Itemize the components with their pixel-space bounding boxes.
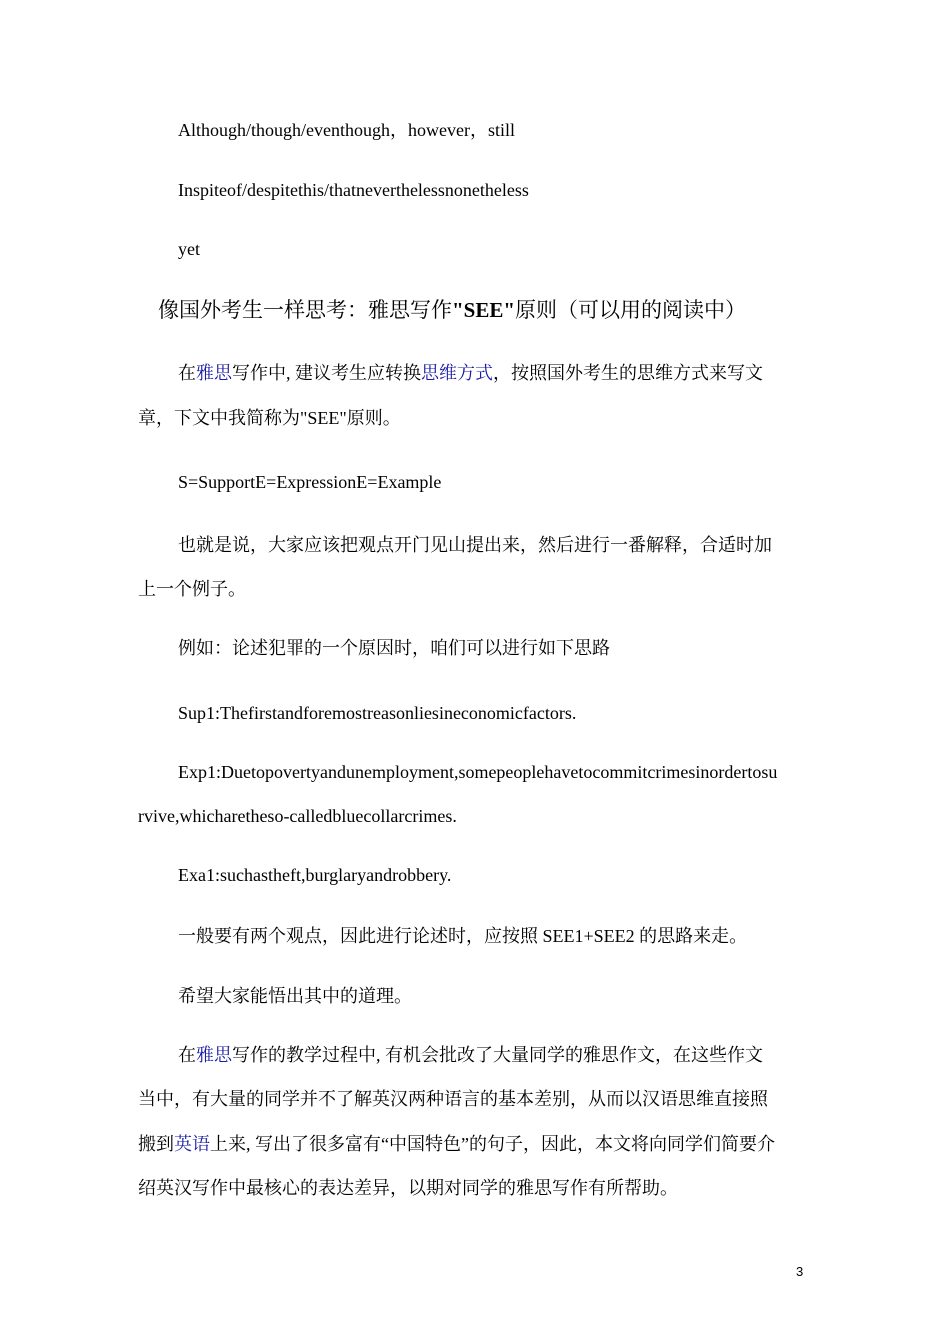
text: 在	[178, 1045, 196, 1065]
text: ，按照国外考生的思维方式来写文	[493, 363, 763, 383]
heading-text-pre: 像国外考生一样思考：雅思写作	[158, 298, 452, 322]
paragraph-6-line-2: rvive,whicharetheso-calledbluecollarcrimes.	[138, 806, 457, 826]
connector-line-1: Although/though/eventhough，however，still	[178, 120, 515, 140]
paragraph-9: 希望大家能悟出其中的道理。	[178, 986, 412, 1006]
text: 写作中, 建议考生应转换	[232, 363, 421, 383]
text: 写作的教学过程中, 有机会批改了大量同学的雅思作文，在这些作文	[232, 1045, 763, 1065]
connector-line-3: yet	[178, 239, 200, 259]
text: 在	[178, 363, 196, 383]
paragraph-10-line-4: 绍英汉写作中最核心的表达差异，以期对同学的雅思写作有所帮助。	[138, 1178, 678, 1198]
paragraph-3-line-1: 也就是说，大家应该把观点开门见山提出来，然后进行一番解释，合适时加	[178, 535, 772, 555]
paragraph-1-line-2: 章，下文中我简称为"SEE"原则。	[138, 408, 401, 428]
paragraph-1-line-1	[178, 361, 763, 385]
text: 搬到	[138, 1134, 174, 1154]
paragraph-5: Sup1:Thefirstandforemostreasonliesineconomicfactors.	[178, 703, 577, 723]
section-heading	[158, 296, 746, 324]
paragraph-10-line-2: 当中，有大量的同学并不了解英汉两种语言的基本差别，从而以汉语思维直接照	[138, 1089, 768, 1109]
link-yasi[interactable]: 雅思	[196, 1045, 232, 1065]
heading-text-post: 原则（可以用的阅读中）	[515, 298, 747, 322]
paragraph-2: S=SupportE=ExpressionE=Example	[178, 472, 442, 492]
heading-text-bold: "SEE"	[452, 298, 516, 322]
paragraph-4: 例如：论述犯罪的一个原因时，咱们可以进行如下思路	[178, 638, 610, 658]
paragraph-6-line-1: Exp1:Duetopovertyandunemployment,somepeoplehavetocommitcrimesinordertosu	[178, 762, 778, 782]
paragraph-7: Exa1:suchastheft,burglaryandrobbery.	[178, 865, 452, 885]
paragraph-10-line-1	[178, 1043, 763, 1067]
page-number: 3	[796, 1264, 804, 1279]
paragraph-10-line-3	[138, 1132, 775, 1156]
text: 上来, 写出了很多富有“中国特色”的句子，因此，本文将向同学们简要介	[210, 1134, 775, 1154]
paragraph-3-line-2: 上一个例子。	[138, 579, 246, 599]
connector-line-2: Inspiteof/despitethis/thatneverthelessnonetheless	[178, 180, 529, 200]
paragraph-8: 一般要有两个观点，因此进行论述时，应按照 SEE1+SEE2 的思路来走。	[178, 926, 748, 946]
link-yingyu[interactable]: 英语	[174, 1134, 210, 1154]
link-siwei-fangshi[interactable]: 思维方式	[421, 363, 493, 383]
link-yasi[interactable]: 雅思	[196, 363, 232, 383]
